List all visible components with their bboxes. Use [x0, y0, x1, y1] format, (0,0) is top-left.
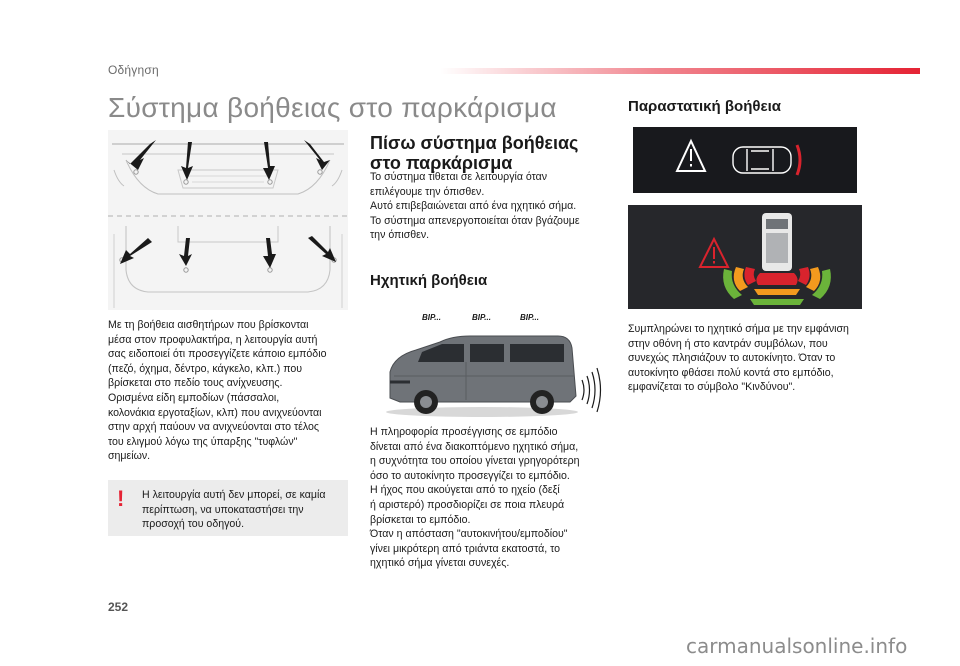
rear-assist-title-line1: Πίσω σύστημα βοήθειας: [370, 133, 579, 153]
section-label: Οδήγηση: [108, 63, 159, 77]
audio-assist-paragraph: Η πληροφορία προσέγγισης σε εμπόδιο δίνεται από ένα διακοπτόμενο ηχητικό σήμα, η συχνότητα του οποίου γίνεται γρηγορότερη όσο το αυτοκίνητο προσεγγίζει το εμπόδιο. Η ήχος που ακούγεται από το ηχείο (δεξί ή αριστερό) προσδιορίζει σε ποια πλευρά βρίσκεται το εμπόδιο. Όταν η απόσταση "αυτοκινήτου/εμποδίου" γίνει μικρότερη από τριάντα εκατοστά, το ηχητικό σήμα γίνεται συνεχές.: [370, 426, 580, 570]
van-top-view-icon: [762, 213, 792, 271]
sensor-arrow-icon: [120, 236, 336, 268]
bumper-drawing: [108, 130, 348, 310]
visual-assist-title: Παραστατική βοήθεια: [628, 98, 781, 115]
page-title: Σύστημα βοήθειας στο παρκάρισμα: [108, 92, 557, 123]
bumper-sensors-figure: [108, 130, 348, 310]
warning-triangle-icon: [700, 239, 728, 267]
visual-assist-paragraph: Συμπληρώνει το ηχητικό σήμα με την εμφάνιση στην οθόνη ή στο καντράν συμβόλων, που συνεχώς πλησιάζουν το αυτοκίνητο. Όταν το αυτοκίνητο φθάσει πολύ κοντά στο εμπόδιο, εμφανίζεται το σύμβολο "Κινδύνου".: [628, 323, 849, 394]
warning-text: Η λειτουργία αυτή δεν μπορεί, σε καμία περίπτωση, να υποκαταστήσει την προσοχή του οδηγού.: [142, 489, 326, 531]
warning-triangle-icon: [677, 141, 705, 171]
car-top-view-icon: [733, 147, 791, 173]
sensor-arrow-icon: [126, 140, 330, 180]
display-van-sensors: [628, 205, 862, 309]
page-number: 252: [108, 600, 129, 614]
van-audio-figure: [370, 300, 610, 420]
rear-assist-title: [370, 133, 610, 173]
sound-wave-icon: [582, 368, 601, 412]
warning-box: [108, 480, 348, 536]
bip-label: BIP...: [520, 313, 539, 322]
intro-paragraph: Με τη βοήθεια αισθητήρων που βρίσκονται μέσα στον προφυλακτήρα, η λειτουργία αυτή σας ειδοποιεί ότι προσεγγίζετε κάποιο εμπόδιο (πεζό, όχημα, δέντρο, κάγκελο, κλπ.) που βρίσκεται στο πεδίο τους ανίχνευσης. Ορισμένα είδη εμποδίων (πάσσαλοι, κολονάκια εργοταξίων, κλπ) που ανιχνεύονται στην αρχή παύουν να ανιχνεύονται στο τέλος του ελιγμού λόγω της ύπαρξης "τυφλών" σημείων.: [108, 319, 327, 463]
audio-assist-title: Ηχητική βοήθεια: [370, 272, 488, 289]
rear-assist-paragraph: Το σύστημα τίθεται σε λειτουργία όταν επιλέγουμε την όπισθεν. Αυτό επιβεβαιώνεται από ένα ηχητικό σήμα. Το σύστημα απενεργοποιείται όταν βγάζουμε την όπισθεν.: [370, 171, 580, 242]
watermark: carmanualsonline.info: [686, 634, 908, 658]
bip-label: BIP...: [472, 313, 491, 322]
warning-exclamation-icon: !: [117, 486, 125, 511]
rear-assist-title-line2: στο παρκάρισμα: [370, 153, 513, 173]
header-accent-bar: [440, 68, 920, 74]
bip-label: BIP...: [422, 313, 441, 322]
display-car-view: [633, 127, 857, 193]
